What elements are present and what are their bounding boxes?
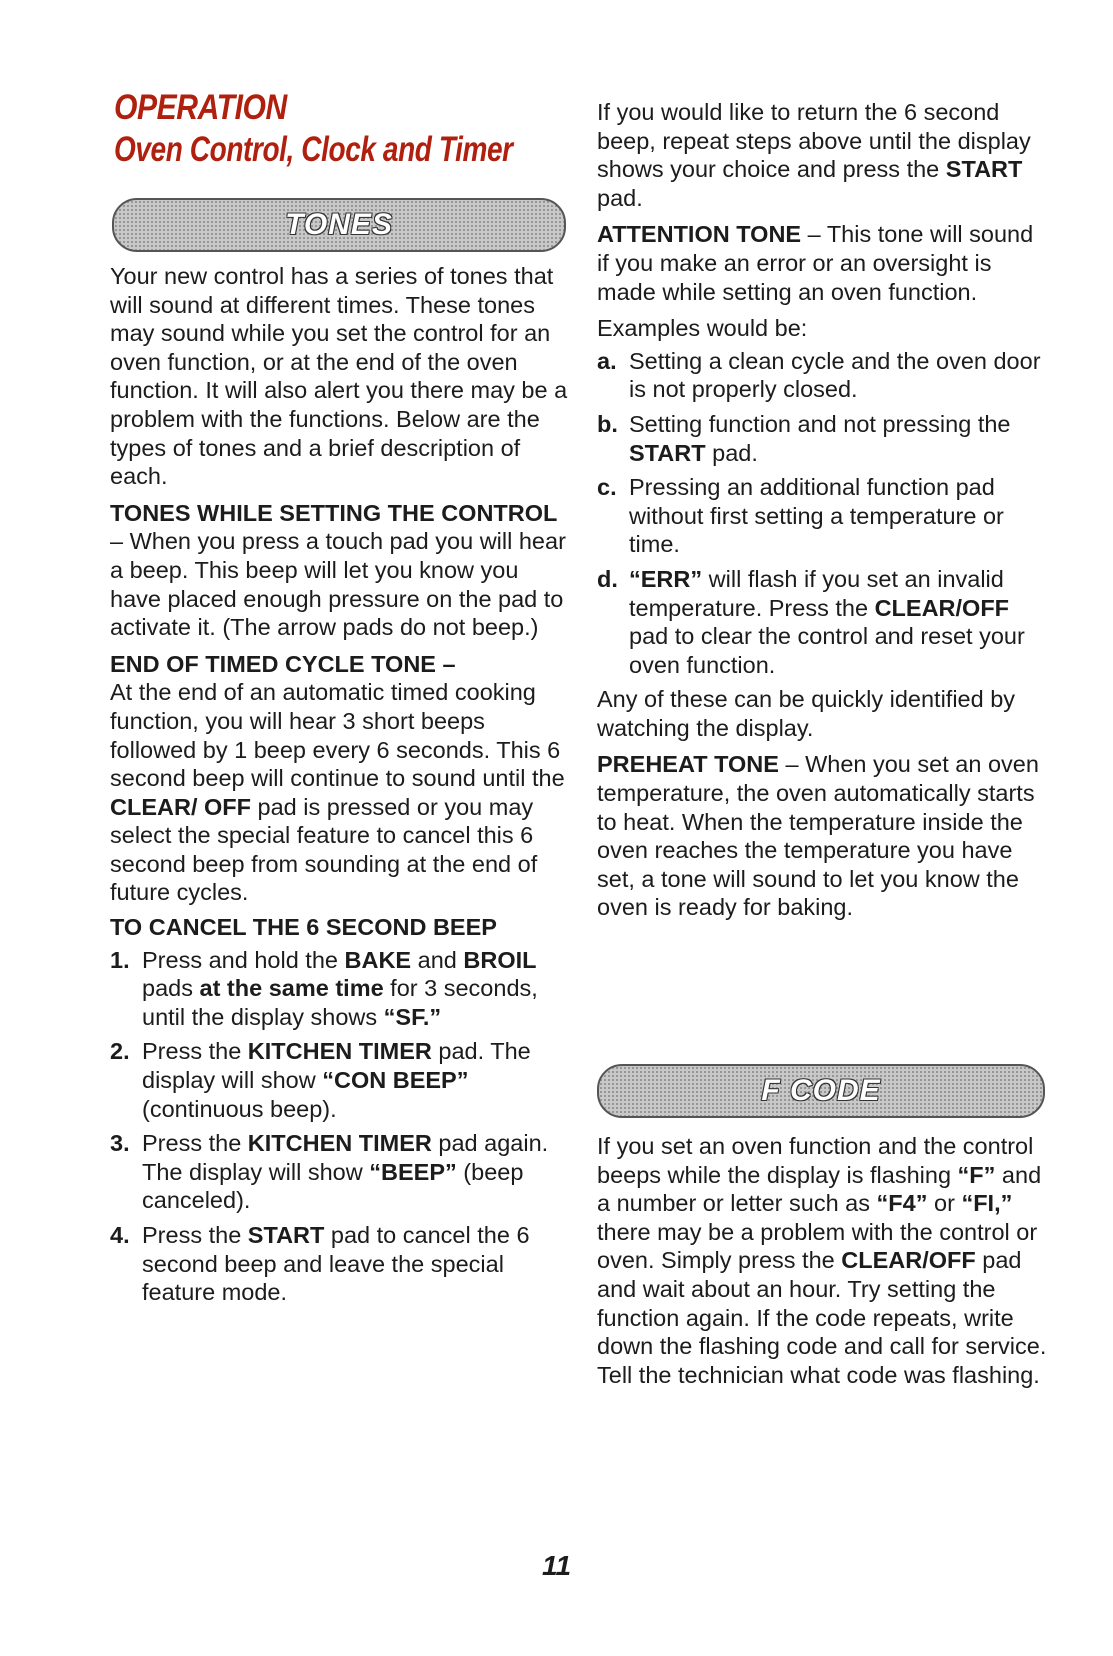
list-item: b. Setting function and not pressing the START pad. <box>597 410 1011 466</box>
tones-banner <box>112 198 566 252</box>
list-item: 1. Press and hold the BAKE and BROIL pads at the same time for 3 seconds, until the display shows “SF.” <box>110 946 538 1030</box>
right-column <box>597 98 1047 930</box>
tones-banner-label: TONES <box>285 208 393 241</box>
end-cycle-paragraph: END OF TIMED CYCLE TONE – At the end of an automatic timed cooking function, you will hear 3 short beeps followed by 1 beep every 6 seconds. This 6 second beep will continue to sound until the CLEAR/ OFF pad is pressed or you may select the special feature to cancel this 6 second beep from sounding at the end of future cycles. <box>110 650 565 906</box>
fcode-column <box>597 1132 1047 1397</box>
fcode-banner <box>597 1064 1045 1118</box>
tones-setting-paragraph: TONES WHILE SETTING THE CONTROL – When you press a touch pad you will hear a beep. This beep will let you know you have placed enough pressure on the pad to activate it. (The arrow pads do not beep.) <box>110 499 566 641</box>
return-beep-paragraph: If you would like to return the 6 second beep, repeat steps above until the display shows your choice and press the START pad. <box>597 99 1031 211</box>
examples-intro: Examples would be: <box>597 315 808 342</box>
list-item: c. Pressing an additional function pad without first setting a temperature or time. <box>597 474 1004 558</box>
section-subtitle: Oven Control, Clock and Timer <box>114 130 513 169</box>
list-item: 3. Press the KITCHEN TIMER pad again. The display will show “BEEP” (beep canceled). <box>110 1130 549 1214</box>
section-title: OPERATION <box>114 88 287 127</box>
fcode-paragraph: If you set an oven function and the control beeps while the display is flashing “F” and a number or letter such as “F4” or “FI,” there may be a problem with the control or oven. Simply press the CLEAR/OFF pad and wait about an hour. Try setting the function again. If the code repeats, write down the flashing code and call for service. Tell the technician what code was flashing. <box>597 1133 1047 1388</box>
list-item: a. Setting a clean cycle and the oven door is not properly closed. <box>597 347 1041 403</box>
list-item: 4. Press the START pad to cancel the 6 second beep and leave the special feature mode. <box>110 1222 530 1306</box>
intro-paragraph: Your new control has a series of tones that will sound at different times. These tones may sound while you set the control for an oven function, or at the end of the oven function. It will also alert you there may be a problem with the functions. Below are the types of tones and a brief description of each. <box>110 263 568 490</box>
list-item: d. “ERR” will flash if you set an invalid temperature. Press the CLEAR/OFF pad to clear the control and reset your oven function. <box>597 565 1025 678</box>
fcode-banner-label: F CODE <box>761 1074 881 1107</box>
preheat-paragraph: PREHEAT TONE – When you set an oven temperature, the oven automatically starts to heat. When the temperature inside the oven reaches the temperature you have set, a tone will sound to let you know the oven is ready for baking. <box>597 751 1039 921</box>
cancel-beep-heading: TO CANCEL THE 6 SECOND BEEP <box>110 914 497 941</box>
any-identified-paragraph: Any of these can be quickly identified by watching the display. <box>597 686 1016 741</box>
left-column <box>110 262 570 1313</box>
list-item: 2. Press the KITCHEN TIMER pad. The display will show “CON BEEP” (continuous beep). <box>110 1038 531 1122</box>
attention-paragraph: ATTENTION TONE – This tone will sound if you make an error or an oversight is made while setting an oven function. <box>597 221 1034 305</box>
page-number: 11 <box>541 1550 572 1581</box>
